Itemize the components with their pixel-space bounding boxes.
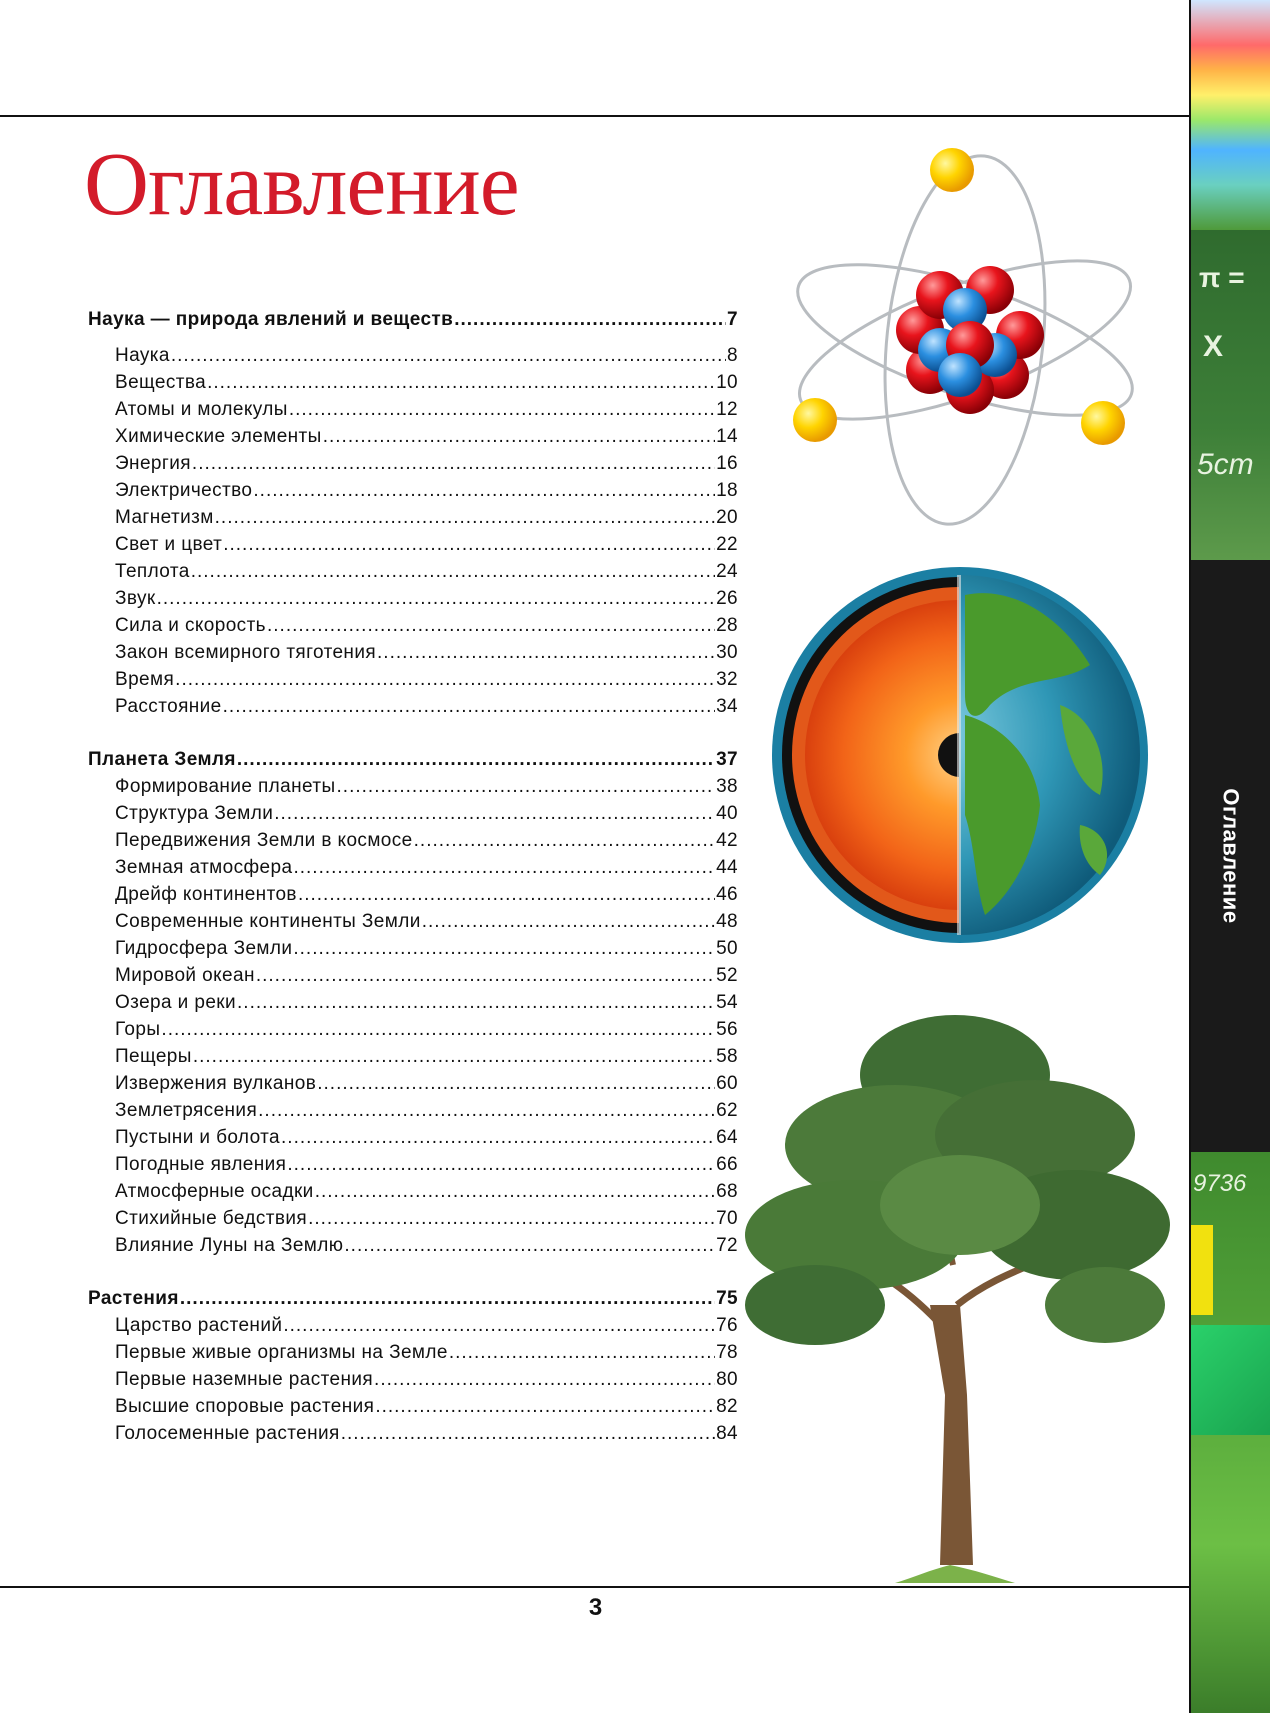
toc-entry-label: Магнетизм bbox=[115, 507, 214, 528]
toc-entry[interactable] bbox=[88, 507, 738, 534]
toc-entry[interactable] bbox=[88, 1181, 738, 1208]
toc-entry-page: 72 bbox=[716, 1235, 738, 1256]
toc-entry[interactable] bbox=[88, 911, 738, 938]
green-block bbox=[1191, 1325, 1270, 1435]
toc-entry[interactable] bbox=[88, 480, 738, 507]
page-title: Оглавление bbox=[84, 135, 519, 234]
toc-entry[interactable] bbox=[88, 1315, 738, 1342]
yellow-block bbox=[1191, 1225, 1213, 1315]
toc-entry-page: 26 bbox=[716, 588, 738, 609]
toc-entry[interactable] bbox=[88, 776, 738, 803]
toc-entry-page: 52 bbox=[716, 965, 738, 986]
earth-cross-section bbox=[760, 555, 1160, 955]
toc-entry-label: Первые наземные растения bbox=[115, 1369, 374, 1390]
toc-entry[interactable] bbox=[88, 965, 738, 992]
toc-section bbox=[88, 749, 738, 1262]
toc-entry-label: Горы bbox=[115, 1019, 161, 1040]
toc-section bbox=[88, 309, 738, 723]
toc-entry-label: Звук bbox=[115, 588, 156, 609]
atom-illustration bbox=[790, 140, 1160, 540]
toc-entry-label: Расстояние bbox=[115, 696, 222, 717]
toc-entry-label: Дрейф континентов bbox=[115, 884, 297, 905]
toc-entry-page: 80 bbox=[716, 1369, 738, 1390]
toc-entry[interactable] bbox=[88, 1208, 738, 1235]
toc-entry[interactable] bbox=[88, 615, 738, 642]
toc-entry-label: Закон всемирного тяготения bbox=[115, 642, 377, 663]
toc-entry[interactable] bbox=[88, 1235, 738, 1262]
toc-entry-page: 20 bbox=[716, 507, 738, 528]
toc-entry-page: 62 bbox=[716, 1100, 738, 1121]
page-number: 3 bbox=[588, 1594, 603, 1621]
toc-entry-page: 12 bbox=[716, 399, 738, 420]
toc-entry[interactable] bbox=[88, 884, 738, 911]
toc-entry-page: 50 bbox=[716, 938, 738, 959]
toc-entry-label: Царство растений bbox=[115, 1315, 283, 1336]
toc-entry[interactable] bbox=[88, 1423, 738, 1450]
toc-entry-label: Химические элементы bbox=[115, 426, 322, 447]
toc-section bbox=[88, 1288, 738, 1450]
toc-entry-page: 24 bbox=[716, 561, 738, 582]
toc-entry-page: 40 bbox=[716, 803, 738, 824]
toc-entry[interactable] bbox=[88, 1154, 738, 1181]
toc-entry-label: Извержения вулканов bbox=[115, 1073, 317, 1094]
toc-entry-page: 48 bbox=[716, 911, 738, 932]
toc-entry-page: 30 bbox=[716, 642, 738, 663]
toc-entry-label: Пещеры bbox=[115, 1046, 192, 1067]
toc-entry[interactable] bbox=[88, 399, 738, 426]
bottom-rule bbox=[0, 1586, 1191, 1588]
toc-entry[interactable] bbox=[88, 426, 738, 453]
pine-tree bbox=[745, 1005, 1175, 1585]
top-rule bbox=[0, 115, 1191, 117]
toc-entry-page: 32 bbox=[716, 669, 738, 690]
toc-entry-label: Пустыни и болота bbox=[115, 1127, 281, 1148]
toc-entry[interactable] bbox=[88, 696, 738, 723]
toc-entry[interactable] bbox=[88, 534, 738, 561]
toc-entry-page: 10 bbox=[716, 372, 738, 393]
side-tab-label: Оглавление bbox=[1218, 788, 1244, 924]
toc-entry-label: Стихийные бедствия bbox=[115, 1208, 308, 1229]
toc-entry-label: Электричество bbox=[115, 480, 253, 501]
toc-entry-label: Землетрясения bbox=[115, 1100, 258, 1121]
toc-entry-page: 60 bbox=[716, 1073, 738, 1094]
toc-entry-page: 64 bbox=[716, 1127, 738, 1148]
toc-entry-page: 34 bbox=[716, 696, 738, 717]
toc-entry[interactable] bbox=[88, 1019, 738, 1046]
toc-entry-page: 58 bbox=[716, 1046, 738, 1067]
toc-entry-label: Теплота bbox=[115, 561, 190, 582]
toc-entry-label: Озера и реки bbox=[115, 992, 237, 1013]
strip-number-text: 9736 bbox=[1193, 1170, 1247, 1197]
toc-entry-page: 38 bbox=[716, 776, 738, 797]
table-of-contents bbox=[88, 309, 738, 1476]
toc-section-heading[interactable]: Планета Земля ..... 37 bbox=[88, 749, 738, 776]
toc-entry-label: Структура Земли bbox=[115, 803, 274, 824]
toc-entry[interactable] bbox=[88, 642, 738, 669]
rainbow-panel bbox=[1191, 0, 1270, 230]
toc-entry-label: Погодные явления bbox=[115, 1154, 287, 1175]
toc-entry-page: 14 bbox=[716, 426, 738, 447]
toc-entry-label: Первые живые организмы на Земле bbox=[115, 1342, 448, 1363]
toc-entry-page: 8 bbox=[727, 345, 738, 366]
toc-entry-label: Передвижения Земли в космосе bbox=[115, 830, 413, 851]
toc-entry[interactable] bbox=[88, 938, 738, 965]
toc-entry-page: 22 bbox=[716, 534, 738, 555]
toc-entry-label: Земная атмосфера bbox=[115, 857, 293, 878]
toc-entry[interactable] bbox=[88, 992, 738, 1019]
toc-entry-label: Свет и цвет bbox=[115, 534, 223, 555]
toc-entry-page: 18 bbox=[716, 480, 738, 501]
toc-entry-page: 56 bbox=[716, 1019, 738, 1040]
toc-entry-page: 84 bbox=[716, 1423, 738, 1444]
toc-entry[interactable] bbox=[88, 1369, 738, 1396]
toc-entry[interactable] bbox=[88, 857, 738, 884]
toc-entry[interactable] bbox=[88, 803, 738, 830]
toc-entry[interactable] bbox=[88, 830, 738, 857]
toc-entry-label: Сила и скорость bbox=[115, 615, 266, 636]
strip-cm-text: 5cm bbox=[1197, 448, 1254, 481]
toc-entry-page: 78 bbox=[716, 1342, 738, 1363]
strip-pi-text: π = bbox=[1199, 262, 1245, 293]
toc-section-heading[interactable]: Растения ..... 75 bbox=[88, 1288, 738, 1315]
toc-entry-label: Атмосферные осадки bbox=[115, 1181, 314, 1202]
toc-entry-page: 42 bbox=[716, 830, 738, 851]
toc-entry-label: Формирование планеты bbox=[115, 776, 336, 797]
toc-entry-label: Современные континенты Земли bbox=[115, 911, 421, 932]
toc-entry[interactable] bbox=[88, 1100, 738, 1127]
toc-entry[interactable] bbox=[88, 669, 738, 696]
toc-entry[interactable] bbox=[88, 588, 738, 615]
toc-entry-page: 16 bbox=[716, 453, 738, 474]
toc-entry-label: Влияние Луны на Землю bbox=[115, 1235, 344, 1256]
toc-entry-label: Время bbox=[115, 669, 175, 690]
toc-entry-page: 44 bbox=[716, 857, 738, 878]
toc-entry[interactable] bbox=[88, 453, 738, 480]
toc-section-heading[interactable]: Наука — природа явлений и веществ ..... 7 bbox=[88, 309, 738, 336]
toc-entry[interactable] bbox=[88, 1127, 738, 1154]
toc-entry[interactable] bbox=[88, 561, 738, 588]
toc-entry[interactable] bbox=[88, 345, 738, 372]
toc-entry[interactable] bbox=[88, 1342, 738, 1369]
toc-entry-label: Высшие споровые растения bbox=[115, 1396, 375, 1417]
toc-entry-label: Мировой океан bbox=[115, 965, 255, 986]
toc-entry-page: 46 bbox=[716, 884, 738, 905]
toc-entry-page: 28 bbox=[716, 615, 738, 636]
toc-entry-page: 54 bbox=[716, 992, 738, 1013]
toc-entry-page: 68 bbox=[716, 1181, 738, 1202]
toc-entry-page: 82 bbox=[716, 1396, 738, 1417]
toc-entry-label: Энергия bbox=[115, 453, 191, 474]
toc-entry-page: 66 bbox=[716, 1154, 738, 1175]
strip-x-text: X bbox=[1203, 330, 1224, 363]
toc-entry-label: Вещества bbox=[115, 372, 207, 393]
toc-entry[interactable] bbox=[88, 1396, 738, 1423]
toc-entry[interactable] bbox=[88, 1073, 738, 1100]
toc-entry-label: Атомы и молекулы bbox=[115, 399, 288, 420]
toc-entry[interactable] bbox=[88, 1046, 738, 1073]
toc-entry-page: 76 bbox=[716, 1315, 738, 1336]
toc-entry-label: Голосеменные растения bbox=[115, 1423, 340, 1444]
toc-entry-label: Наука bbox=[115, 345, 170, 366]
toc-entry-page: 70 bbox=[716, 1208, 738, 1229]
toc-entry[interactable] bbox=[88, 372, 738, 399]
toc-entry-label: Гидросфера Земли bbox=[115, 938, 293, 959]
